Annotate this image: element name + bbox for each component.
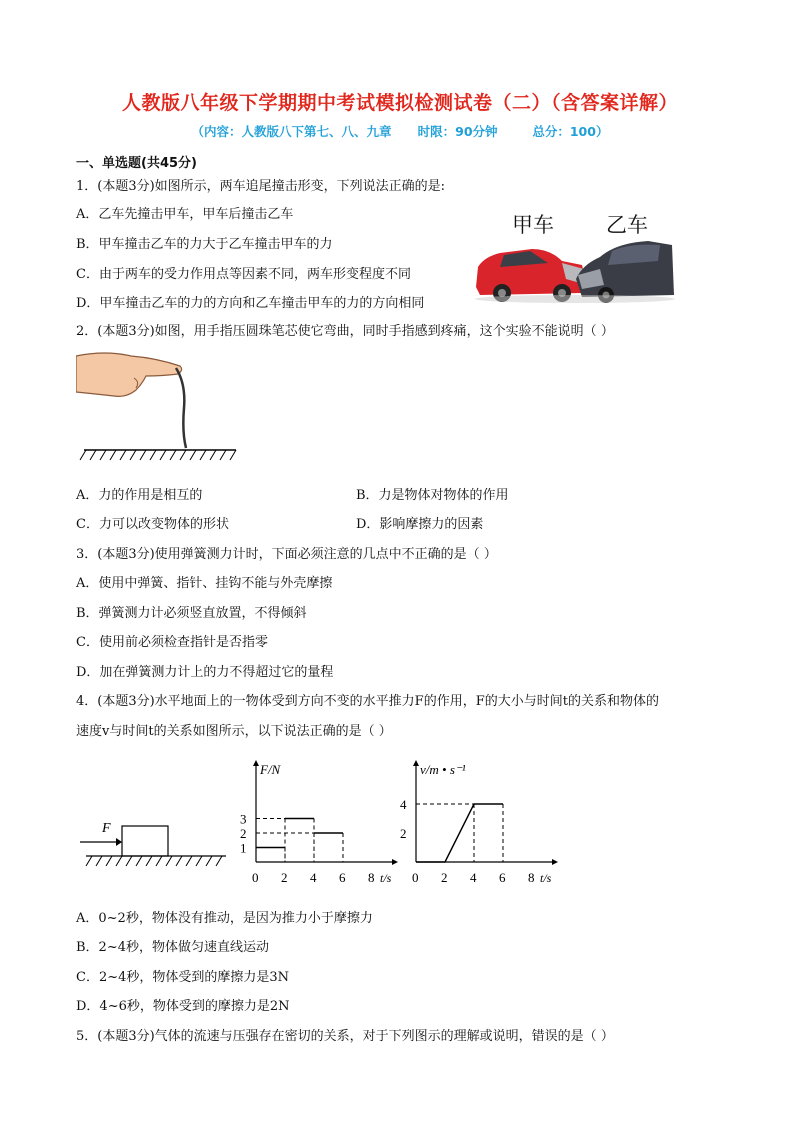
force-chart-y-tick: 2 [240,826,247,841]
q2-option-d: D．影响摩擦力的因素 [356,517,484,532]
velocity-chart-x-tick: 6 [499,870,506,885]
force-chart-y-tick: 1 [240,840,247,856]
finger-pen-figure [76,348,246,466]
velocity-chart-x-tick: 4 [470,870,477,885]
q3-option-d: D．加在弹簧测力计上的力不得超过它的量程 [76,665,334,680]
velocity-chart-x-label: t/s [540,871,552,885]
force-chart-x-tick: 4 [310,870,317,885]
force-chart-x-tick: 2 [281,870,288,885]
velocity-line [416,804,503,862]
car-crash-illustration [470,235,680,303]
velocity-chart-x-arrow [552,859,558,865]
velocity-chart-x-tick: 2 [441,870,448,885]
q5-stem: 5．(本题3分)气体的流速与压强存在密切的关系，对于下列图示的理解或说明，错误的是（ ） [76,1029,614,1044]
force-chart-y-arrow [253,760,259,766]
q2-option-a: A．力的作用是相互的 [76,488,203,503]
q3-stem: 3．(本题3分)使用弹簧测力计时，下面必须注意的几点中不正确的是（ ） [76,547,497,562]
block-push-figure [76,810,236,872]
velocity-chart-y-tick: 2 [400,826,407,841]
q2-stem: 2．(本题3分)如图，用手指压圆珠笔芯使它弯曲，同时手指感到疼痛，这个实验不能说明（ ） [76,324,614,339]
q4-option-c: C．2~4秒，物体受到的摩擦力是3N [76,970,290,985]
section-heading: 一、单选题(共45分) [76,156,197,171]
force-chart-x-tick: 0 [252,870,259,885]
q4-stem-line2: 速度v与时间t的关系如图所示，以下说法正确的是（ ） [76,724,392,739]
q4-option-d: D．4~6秒，物体受到的摩擦力是2N [76,999,290,1014]
car-a-label: 甲车 [512,213,554,237]
q3-option-b: B．弹簧测力计必须竖直放置，不得倾斜 [76,606,307,621]
q2-option-b: B．力是物体对物体的作用 [356,488,509,503]
q4-option-a: A．0~2秒，物体没有推动，是因为推力小于摩擦力 [76,911,373,926]
car-crash-figure [470,205,680,305]
force-chart-x-tick: 8 [368,870,375,885]
q4-stem-line1: 4．(本题3分)水平地面上的一物体受到方向不变的水平推力F的作用，F的大小与时间t的关系和物体的 [76,694,659,709]
q2-option-c: C．力可以改变物体的形状 [76,517,229,532]
q1-option-d: D．甲车撞击乙车的力的方向和乙车撞击甲车的力的方向相同 [76,296,425,311]
car-b-label: 乙车 [606,213,648,237]
force-time-chart [230,758,410,888]
q4-option-b: B．2~4秒，物体做匀速直线运动 [76,940,269,955]
velocity-chart-x-tick: 0 [412,870,419,885]
force-chart-y-tick: 3 [240,811,247,827]
velocity-chart-x-tick: 8 [528,870,535,885]
force-chart-x-tick: 6 [339,870,346,885]
page-subtitle: （内容：人教版八下第七、八、九章 时限：90分钟 总分：100） [191,124,609,139]
velocity-chart-y-arrow [413,760,419,766]
velocity-chart-y-label: v/m • s⁻¹ [420,762,466,777]
q3-option-c: C．使用前必须检查指针是否指零 [76,635,268,650]
velocity-chart-y-tick: 4 [400,797,407,812]
q1-stem: 1．(本题3分)如图所示，两车追尾撞击形变，下列说法正确的是: [76,179,446,194]
force-label: F [102,821,111,836]
velocity-time-chart [390,758,570,888]
page-title: 人教版八年级下学期期中考试模拟检测试卷（二）（含答案详解） [121,92,678,114]
q1-option-b: B．甲车撞击乙车的力大于乙车撞击甲车的力 [76,237,333,252]
force-chart-x-label: t/s [380,871,392,885]
q1-option-a: A．乙车先撞击甲车，甲车后撞击乙车 [76,207,294,222]
q3-option-a: A．使用中弹簧、指针、挂钩不能与外壳摩擦 [76,576,333,591]
force-chart-y-label: F/N [260,762,281,777]
q1-option-c: C．由于两车的受力作用点等因素不同，两车形变程度不同 [76,267,411,282]
